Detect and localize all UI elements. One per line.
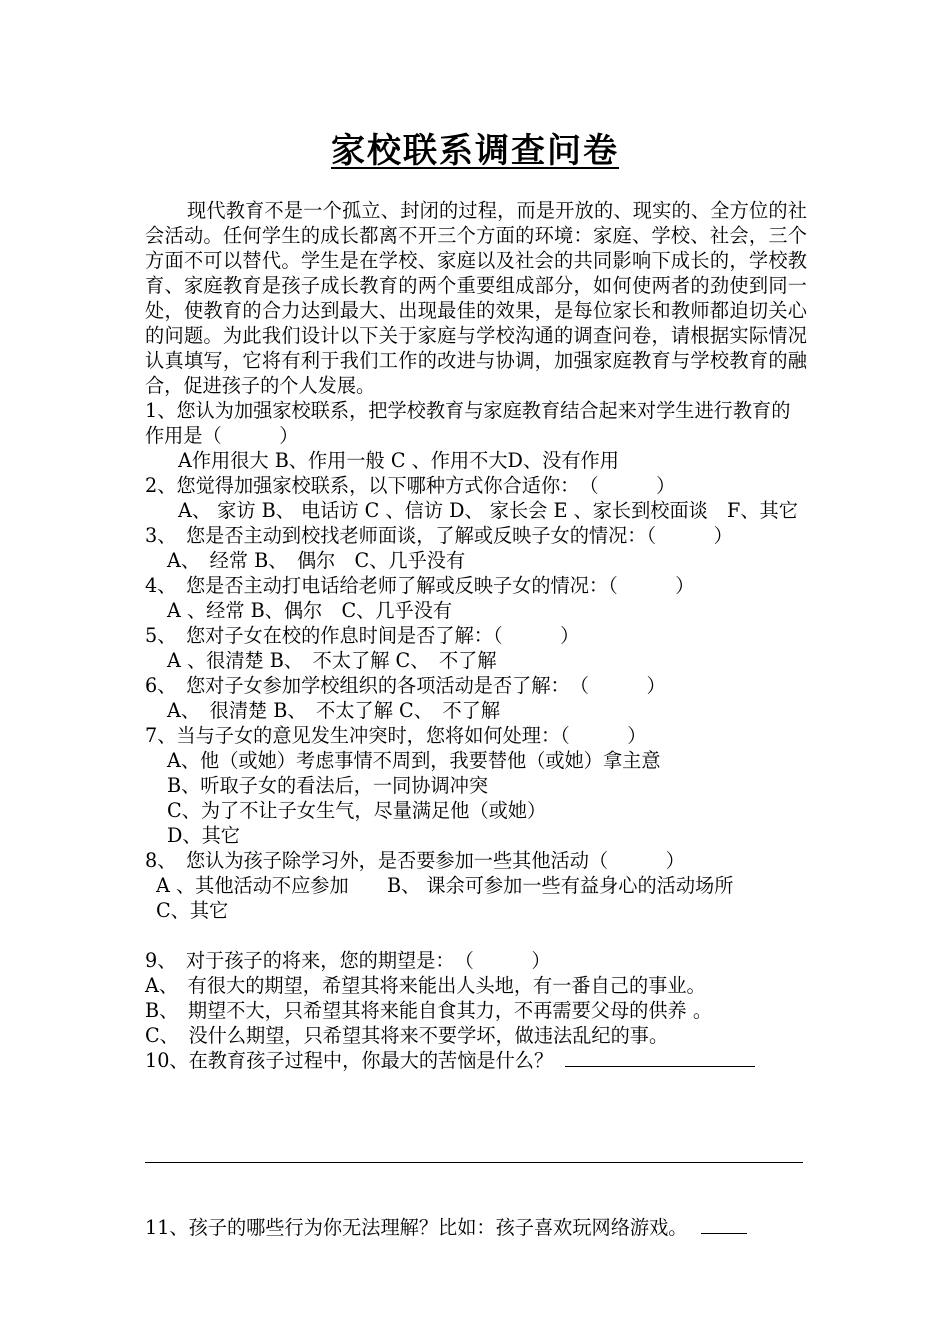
question-2: 2、您觉得加强家校联系，以下哪种方式你合适你： （ ） [145,474,676,497]
page-title: 家校联系调查问卷 [331,131,619,171]
question-10-answer-line-2[interactable] [145,1162,803,1163]
question-1-options: A作用很大 B、作用一般 C 、作用不大D、没有作用 [178,449,619,472]
question-2-options [145,498,807,523]
question-10-text: 10、在教育孩子过程中，你最大的苦恼是什么？ [145,1049,554,1072]
question-1: 1、您认为加强家校联系，把学校教育与家庭教育结合起来对学生进行教育的作用是（ ） [145,399,791,447]
question-7-option-b: B、听取子女的看法后，一同协调冲突 [167,774,489,797]
spacer [145,923,807,948]
question-6-options: A、 很清楚 B、 不太了解 C、 不了解 [167,699,501,722]
question-7: 7、当与子女的意见发生冲突时，您将如何处理：（ ） [145,724,647,747]
question-8: 8、 您认为孩子除学习外，是否要参加一些其他活动（ ） [145,849,685,872]
question-11-text: 11、孩子的哪些行为你无法理解？比如：孩子喜欢玩网络游戏。 [145,1216,688,1240]
question-7-option-a: A、他（或她）考虑事情不周到，我要替他（或她）拿主意 [167,749,661,772]
question-9-option-c: C、 没什么期望，只希望其将来不要学坏，做违法乱纪的事。 [145,1024,669,1047]
question-3: 3、 您是否主动到校找老师面谈，了解或反映子女的情况：（ ） [145,524,733,547]
intro-paragraph: 现代教育不是一个孤立、封闭的过程，而是开放的、现实的、全方位的社会活动。任何学生的成长都离不开三个方面的环境：家庭、学校、社会，三个方面不可以替代。学生是在学校、家庭以及社会的共同影响下成长的，学校教育、家庭教育是孩子成长教育的两个重要组成部分，如何使两者的劲使到同一处，使教育的合力达到最大、出现最佳的效果，是每位家长和教师都迫切关心的问题。为此我们设计以下关于家庭与学校沟通的调查问卷，请根据实际情况认真填写，它将有利于我们工作的改进与协调，加强家庭教育与学校教育的融合，促进孩子的个人发展。 [145,199,807,397]
question-4-options: A 、经常 B、偶尔 C、几乎没有 [167,599,453,622]
question-2-options-text: A、 家访 B、 电话访 C 、信访 D、 家长会 E 、家长到校面谈 F、其它 [178,499,798,522]
question-4: 4、 您是否主动打电话给老师了解或反映子女的情况：（ ） [145,574,695,597]
question-6: 6、 您对子女参加学校组织的各项活动是否了解： （ ） [145,674,666,697]
question-8-option-ab: A 、其他活动不应参加 B、 课余可参加一些有益身心的活动场所 [156,874,734,897]
question-7-option-c: C、为了不让子女生气，尽量满足他（或她） [167,799,547,822]
question-11 [145,1215,747,1240]
question-9-option-b: B、 期望不大，只希望其将来能自食其力，不再需要父母的供养 。 [145,999,713,1022]
question-8-option-c: C、其它 [156,899,229,922]
question-10 [145,1048,807,1073]
question-3-options: A、 经常 B、 偶尔 C、几乎没有 [167,549,466,572]
question-5: 5、 您对子女在校的作息时间是否了解：（ ） [145,624,580,647]
question-7-option-d: D、其它 [167,824,240,847]
question-5-options: A 、很清楚 B、 不太了解 C、 不了解 [167,649,497,672]
question-9-option-a: A、 有很大的期望，希望其将来能出人头地，有一番自己的事业。 [145,974,706,997]
question-10-answer-line[interactable] [565,1048,755,1067]
question-9: 9、 对于孩子的将来，您的期望是： （ ） [145,949,551,972]
questionnaire-body [145,198,807,1073]
question-11-answer-line[interactable] [701,1215,747,1234]
